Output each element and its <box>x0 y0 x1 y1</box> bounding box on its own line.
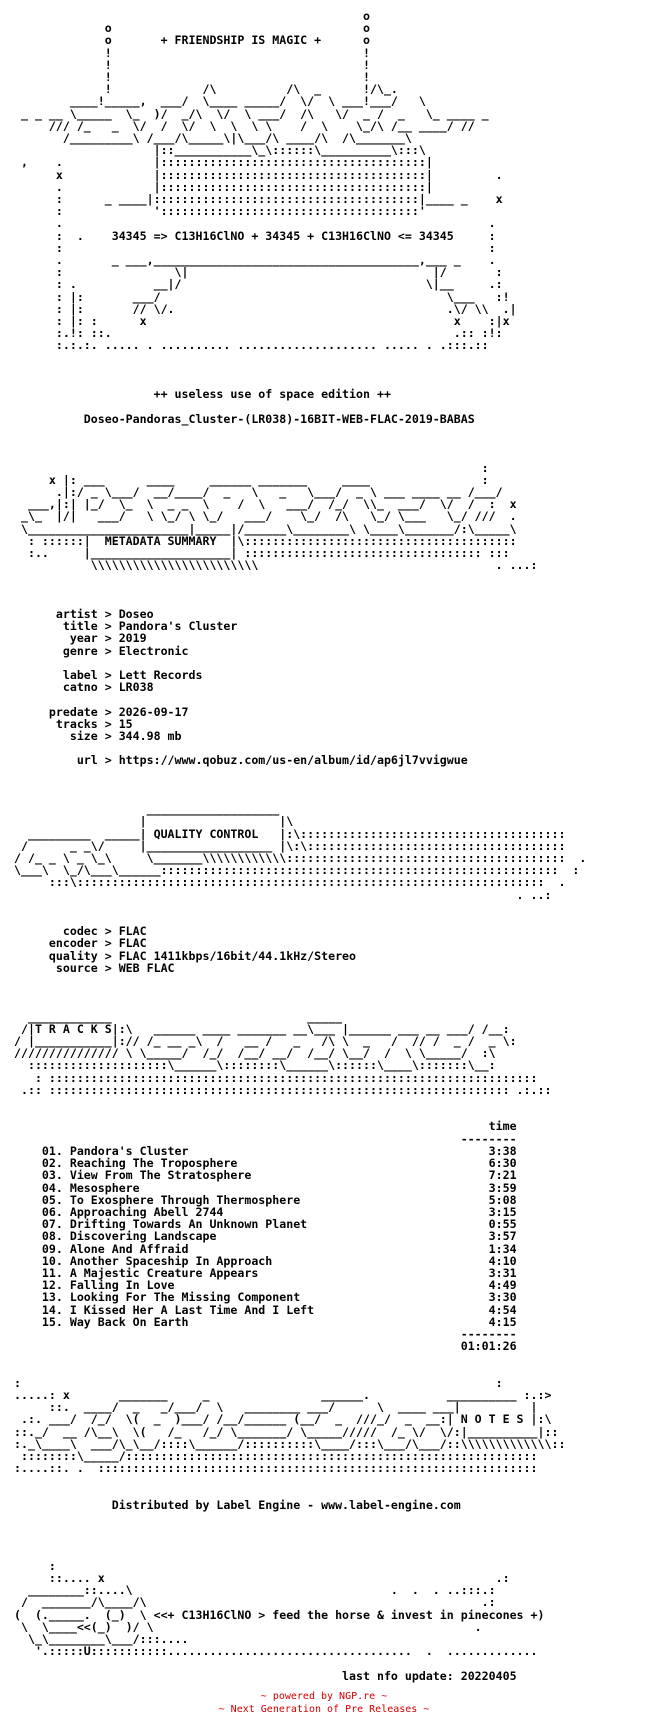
nfo-line: 09. Alone And Affraid 1:34 <box>14 1241 517 1256</box>
nfo-line: .:: :::::::::::::::::::::::::::::::::::::::::::::::::::::::::::::::::: .:.:: <box>14 1082 552 1097</box>
nfo-line: x |::::::::::::::::::::::::::::::::::::::| . <box>14 167 503 182</box>
nfo-line <box>14 1365 586 1377</box>
nfo-line: 02. Reaching The Troposphere 6:30 <box>14 1156 517 1171</box>
nfo-line: 12. Falling In Love 4:49 <box>14 1278 517 1293</box>
nfo-line <box>14 779 586 791</box>
nfo-line: 08. Discovering Landscape 3:57 <box>14 1229 517 1244</box>
nfo-line <box>14 425 586 437</box>
nfo-line: |::___________\_\::::::\__________\:::\ <box>14 143 426 158</box>
nfo-line: 14. I Kissed Her A Last Time And I Left 4:54 <box>14 1302 517 1317</box>
nfo-line: 01. Pandora's Cluster 3:38 <box>14 1143 517 1158</box>
nfo-line: time <box>14 1119 517 1134</box>
nfo-line: 03. View From The Stratosphere 7:21 <box>14 1168 517 1183</box>
nfo-line: ( (._____. (_) \ <<+ C13H16ClNO > feed the horse & invest in pinecones +) <box>14 1607 545 1622</box>
nfo-line: ++ useless use of space edition ++ <box>14 387 391 402</box>
nfo-line: | |\ <box>14 814 294 829</box>
nfo-line: / _______/\____/\ .: <box>14 1595 496 1610</box>
nfo-line: '.:::::U:::::::::::................................... . ............. <box>14 1644 538 1659</box>
nfo-line <box>14 1523 586 1535</box>
nfo-line: : |: // \/. .\/ \\ .| <box>14 301 517 316</box>
nfo-line: /|T R A C K S|:\ ______ ____ _______ __\___ |______ ___ __ ___/ /__: <box>14 1021 510 1036</box>
nfo-line: . . <box>14 216 496 231</box>
nfo-line: encoder > FLAC <box>14 936 147 951</box>
nfo-line: .|:/ _ \___/ __/____/ _ \ _ \___/ _ \ ___ ____ __ /___/ <box>14 484 503 499</box>
nfo-line: ! /\ /\ _ !/\_. <box>14 82 398 97</box>
nfo-line: : : <box>14 240 496 255</box>
nfo-line: : . 34345 => C13H16ClNO + 34345 + C13H16ClNO <= 34345 : <box>14 228 496 243</box>
nfo-line: : <box>14 1558 56 1573</box>
nfo-line <box>14 767 586 779</box>
nfo-line: \___\ \_/\___\______::::::::::::::::::::::::::::::::::::::::::::::::::::::::: : <box>14 863 580 878</box>
nfo-line: codec > FLAC <box>14 924 147 939</box>
nfo-line: tracks > 15 <box>14 716 133 731</box>
nfo-line: : . __|/ \|__ .: <box>14 277 503 292</box>
nfo-line: Distributed by Label Engine - www.label-engine.com <box>14 1497 461 1512</box>
footer <box>0 1690 648 1716</box>
nfo-line: 05. To Exosphere Through Thermosphere 5:08 <box>14 1192 517 1207</box>
nfo-line: label > Lett Records <box>14 667 203 682</box>
nfo-line: 06. Approaching Abell 2744 3:15 <box>14 1204 517 1219</box>
nfo-line: . ..: <box>14 887 552 902</box>
nfo-line <box>14 364 586 376</box>
nfo-line: ____!_____, ___/ \____ _____/ \/ \ ___!___/ \ <box>14 94 426 109</box>
nfo-line: ! ! <box>14 70 370 85</box>
nfo-line: . |::::::::::::::::::::::::::::::::::::::| <box>14 179 433 194</box>
nfo-line: :.:.:. ..... . .......... .................... ..... . .:::.:: <box>14 338 489 353</box>
nfo-line: : _ ____|::::::::::::::::::::::::::::::::::::::|____ _ x <box>14 192 503 207</box>
nfo-line: \\\\\\\\\\\\\\\\\\\\\\\\ . ...: <box>14 558 538 573</box>
nfo-line: ::. ____/ _ _/___/ \ ________ ___/ \ ____ ___| | <box>14 1400 538 1415</box>
nfo-line <box>14 1548 586 1560</box>
nfo-line: : ':::::::::::::::::::::::::::::::::::::' <box>14 204 426 219</box>
nfo-line: artist > Doseo <box>14 606 154 621</box>
nfo-line: ::.... x .: <box>14 1571 510 1585</box>
nfo-line: : :::::::::::::::::::::::::::::::::::::::::::::::::::::::::::::::::::::: <box>14 1070 538 1085</box>
nfo-line: -------- <box>14 1131 517 1146</box>
nfo-text <box>14 10 586 1682</box>
nfo-line: title > Pandora's Cluster <box>14 619 238 634</box>
nfo-line: x |: ___ ____ ______ _______ ____ : <box>14 472 489 487</box>
nfo-line: catno > LR038 <box>14 680 154 695</box>
nfo-line <box>14 1487 586 1499</box>
nfo-line: : |: ___/ \___ :! <box>14 289 510 304</box>
nfo-line: : \| |/ : <box>14 265 503 280</box>
nfo-line: ! ! <box>14 45 370 60</box>
nfo-line: 10. Another Spaceship In Approach 4:10 <box>14 1253 517 1268</box>
nfo-line: / _ _\/ |__________________ |\:\::::::::::::::::::::::::::::::::::::: <box>14 838 566 853</box>
nfo-line <box>14 437 586 449</box>
nfo-line: genre > Electronic <box>14 643 189 658</box>
nfo-line: _ _ __ \_____ \_ )/ _/\ \/ \ ___/ /\ \/ _ / _ \_ ____ _ <box>14 106 489 121</box>
nfo-line: /////////////// \ \_____/ /_/ /__/ __/ /__/ \__/ / \ \_____/ :\ <box>14 1046 496 1061</box>
nfo-line <box>14 693 586 705</box>
nfo-line: :....::. . ::::::::::::::::::::::::::::::::::::::::::::::::::::::::::::::: <box>14 1461 538 1476</box>
nfo-line <box>14 352 586 364</box>
nfo-line: 11. A Majestic Creature Appears 3:31 <box>14 1265 517 1280</box>
nfo-line: ___,|:| |_/ \_ \ _ _ \ / \ ___/ /_/ \\_ ___/ \/ / : x <box>14 497 517 512</box>
nfo-line: 04. Mesosphere 3:59 <box>14 1180 517 1195</box>
nfo-line: -------- <box>14 1326 517 1341</box>
nfo-line: 15. Way Back On Earth 4:15 <box>14 1314 517 1329</box>
nfo-line: :.!: ::. .:: :!: <box>14 326 503 341</box>
nfo-line: o + FRIENDSHIP IS MAGIC + o <box>14 33 370 48</box>
nfo-line: :::\::::::::::::::::::::::::::::::::::::::::::::::::::::::::::::::::::: . <box>14 875 566 890</box>
nfo-line <box>14 584 586 596</box>
nfo-line <box>14 1474 586 1486</box>
nfo-line: \_\________\___/:::.... <box>14 1632 189 1647</box>
nfo-line: : |: : x x :|x <box>14 314 510 329</box>
nfo-line: : ::::::| METADATA SUMMARY |\::::::::::::::::::::::::::::::::::::::: <box>14 533 517 548</box>
nfo-line: year > 2019 <box>14 631 147 646</box>
nfo-line: :.. |____________________| :::::::::::::::::::::::::::::::::: ::: <box>14 545 510 560</box>
nfo-line <box>14 901 586 913</box>
nfo-line: :._\____\ ___/\_\__/::::\______/::::::::::\____/:::\___/\___/::\\\\\\\\\\\\\:: <box>14 1436 566 1451</box>
nfo-line <box>14 401 586 413</box>
nfo-line: o o <box>14 21 370 36</box>
nfo-line: ! ! <box>14 57 370 72</box>
nfo-line: ____________ _____ <box>14 1009 343 1024</box>
nfo-line: predate > 2026-09-17 <box>14 704 189 719</box>
nfo-line <box>14 986 586 998</box>
nfo-line: 13. Looking For The Missing Component 3:30 <box>14 1290 517 1305</box>
nfo-line: 07. Drifting Towards An Unknown Planet 0:55 <box>14 1217 517 1232</box>
nfo-line: . _ ___,______________________________________,___ _ . <box>14 253 496 268</box>
nfo-line: _________ _____| QUALITY CONTROL |:\:::::::::::::::::::::::::::::::::::::: <box>14 826 566 841</box>
nfo-line: source > WEB FLAC <box>14 960 175 975</box>
nfo-line <box>14 571 586 583</box>
nfo-line: Doseo-Pandoras_Cluster-(LR038)-16BIT-WEB-FLAC-2019-BABAS <box>14 411 475 426</box>
nfo-line: ________::....\ . . . ..:::.: <box>14 1583 496 1598</box>
nfo-line: ::::::::\_____/::::::::::::::::::::::::::::::::::::::::::::::::::::::::::: <box>14 1448 538 1463</box>
nfo-line <box>14 974 586 986</box>
nfo-line: / |___________|:// /_ __ _\ / __ / _ /\ \ _ / // / _ / _ \: <box>14 1034 517 1049</box>
nfo-line: quality > FLAC 1411kbps/16bit/44.1kHz/Stereo <box>14 948 357 963</box>
nfo-line: .:. ___/ /_/ \( _ )___/ /__/______ (__/ _ ///_/ _ __:| N O T E S |:\ <box>14 1412 552 1427</box>
nfo-line: size > 344.98 mb <box>14 728 182 743</box>
nfo-line: / /_ _ \ _ \_\ \_______\\\\\\\\\\\\:::::::::::::::::::::::::::::::::::::::: . <box>14 851 587 866</box>
nfo-line: _\_ |/| ___/ \ \_/ \ \_/ ___/ \_/ /\ \_/ \___ \_/ /// . <box>14 509 517 524</box>
nfo-line: /_________\ /___/\_____\|\___/\ ____/\ /\_______\ <box>14 131 412 146</box>
nfo-line <box>14 1657 586 1669</box>
nfo-line <box>14 1511 586 1523</box>
nfo-line: \_______________________|_____|/______\________\ \____\_______/:\_____\ <box>14 521 517 536</box>
nfo-line: o <box>14 9 370 23</box>
nfo-line: : : <box>14 1375 503 1390</box>
nfo-line: last nfo update: 20220405 <box>14 1668 517 1683</box>
nfo-line <box>14 998 586 1010</box>
footer-powered-by: ~ powered by NGP.re ~ <box>260 1691 388 1702</box>
nfo-line: : <box>14 460 489 475</box>
nfo-line <box>14 1096 586 1108</box>
nfo-line: ::._/ __ /\__\ \( /_ /_/ \_______/ \_____///// /_ \/ \/:|__________|:: <box>14 1424 559 1439</box>
nfo-line: ___________________ <box>14 802 280 817</box>
nfo-line: .....: x _______ _ ______. __________ :.:> <box>14 1387 552 1402</box>
footer-tagline: ~ Next Generation of Pre Releases ~ <box>218 1704 430 1715</box>
nfo-line: url > https://www.qobuz.com/us-en/album/id/ap6jl7vvigwue <box>14 753 468 768</box>
nfo-line: 01:01:26 <box>14 1339 517 1354</box>
nfo-line: , . |::::::::::::::::::::::::::::::::::::::| <box>14 155 433 170</box>
nfo-line <box>14 1535 586 1547</box>
nfo-line <box>14 449 586 461</box>
nfo-line: \ \____<<(_) )/ \ . <box>14 1619 482 1634</box>
nfo-line: ::::::::::::::::::::\______\::::::::\______\::::::\____\:::::::\__: <box>14 1058 496 1073</box>
nfo-line: /// /_ _ \/ / \/ \ \ \ \ / \ \_/\ /__ ____/ // <box>14 118 475 133</box>
nfo-line <box>14 1352 586 1364</box>
